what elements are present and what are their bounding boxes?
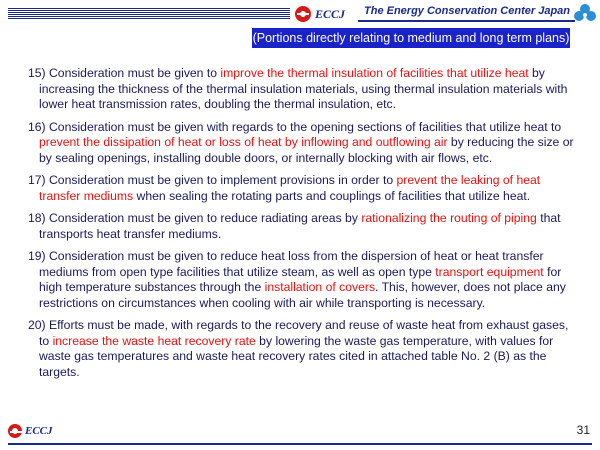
guideline-list — [28, 66, 580, 387]
header-rule — [358, 20, 575, 22]
body-text: that transports heat transfer mediums. — [39, 211, 561, 241]
highlighted-text: increase the waste heat recovery rate — [52, 333, 256, 348]
section-title-bar — [252, 28, 570, 48]
header-logo-text: ECCJ — [315, 6, 346, 21]
list-item — [28, 318, 580, 380]
body-text: when sealing the rotating parts and couplings of facilities that utilize heat. — [133, 188, 531, 203]
body-text: for high temperature substances through the — [39, 264, 562, 294]
body-text: by increasing the thickness of the thermal insulation materials, using thermal insulation materials with lower heat transmission rates, doubling the thermal insulation, etc. — [39, 66, 568, 111]
body-text: 17) Consideration must be given to implement provisions in order to — [28, 173, 397, 187]
clover-icon — [572, 2, 598, 28]
highlighted-text: rationalizing the routing of piping — [361, 211, 537, 225]
list-item — [28, 173, 580, 204]
header-logo — [295, 5, 345, 23]
body-text: 20) Efforts must be made, with regards to the recovery and reuse of waste heat from exhaust gases, to — [28, 318, 569, 348]
highlighted-text: transport equipment — [435, 264, 544, 279]
body-text: 18) Consideration must be given to reduce radiating areas by — [28, 211, 362, 225]
header-stripe-band — [8, 8, 290, 20]
eccj-logo-icon — [8, 424, 22, 438]
list-item — [28, 66, 580, 113]
footer-rule — [8, 443, 592, 445]
section-title: (Portions directly relating to medium and long term plans) — [252, 31, 570, 45]
organization-name: The Energy Conservation Center Japan — [364, 5, 570, 17]
list-item — [28, 249, 580, 311]
list-item — [28, 120, 580, 167]
highlighted-text: prevent the dissipation of heat or loss of heat by inflowing and outflowing air — [39, 135, 448, 149]
footer-logo — [8, 424, 53, 438]
footer-logo-text: ECCJ — [25, 425, 53, 437]
body-text: . This, however, does not place any restrictions on circumstances when cooling with air while transporting is necessary. — [39, 280, 566, 310]
eccj-logo-icon — [295, 6, 311, 22]
body-text: by reducing the size or by sealing openings, installing double doors, or internally blocking with air flows, etc. — [39, 135, 574, 165]
body-text: 16) Consideration must be given with regards to the opening sections of facilities that utilize heat to — [28, 119, 562, 134]
body-text: 19) Consideration must be given to reduce heat loss from the dispersion of heat or heat transfer mediums from open type facilities that utilize steam, as well as open type — [28, 249, 544, 279]
highlighted-text: prevent the leaking of heat transfer mediums — [39, 173, 541, 203]
highlighted-text: improve the thermal insulation of facilities that utilize heat — [220, 66, 529, 80]
highlighted-text: installation of covers — [264, 280, 376, 294]
body-text: by lowering the waste gas temperature, with values for waste gas temperatures and waste heat recovery rates cited in attached table No. 2 (B) as the targets. — [39, 333, 554, 379]
body-text: 15) Consideration must be given to — [28, 66, 221, 80]
page-number: 31 — [576, 423, 590, 437]
list-item — [28, 211, 580, 242]
